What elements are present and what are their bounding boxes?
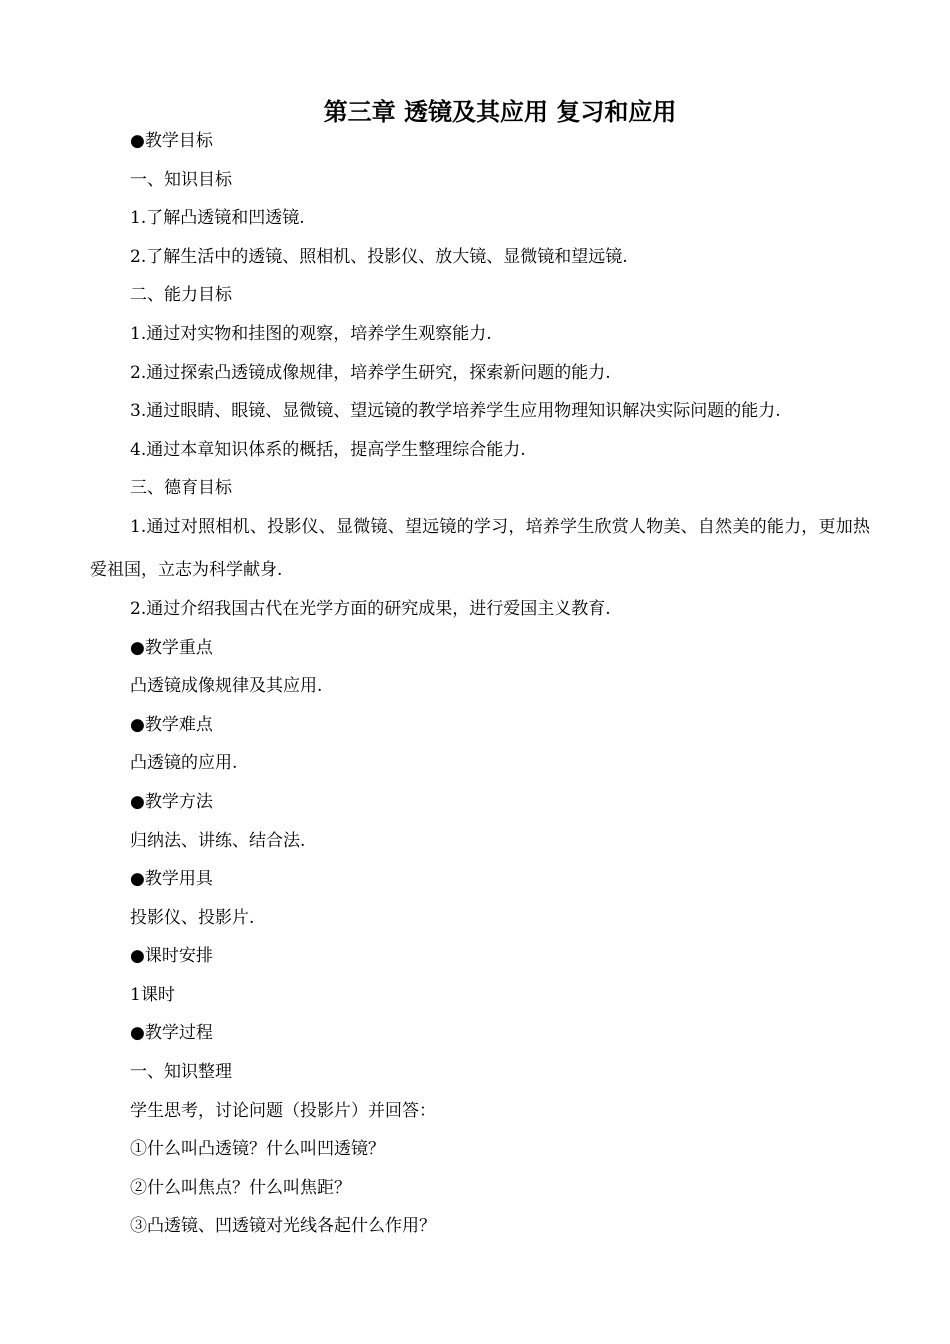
document-title: 第三章 透镜及其应用 复习和应用 <box>323 97 677 126</box>
section-heading-teaching-goals: ●教学目标 <box>130 131 213 151</box>
section-heading-difficulties: ●教学难点 <box>130 714 213 735</box>
section-heading-process: ●教学过程 <box>130 1023 213 1044</box>
paragraph: 凸透镜的应用. <box>130 753 238 774</box>
subheading-knowledge-review: 一、知识整理 <box>130 1062 232 1083</box>
paragraph: 凸透镜成像规律及其应用. <box>130 676 323 697</box>
section-heading-methods: ●教学方法 <box>130 791 213 812</box>
paragraph: 1.通过对照相机、投影仪、显微镜、望远镜的学习，培养学生欣赏人物美、自然美的能力，更加热爱祖国，立志为科学献身. <box>90 516 870 580</box>
subheading-ability-goals: 二、能力目标 <box>130 285 232 306</box>
subheading-knowledge-goals: 一、知识目标 <box>130 169 232 190</box>
paragraph: 4.通过本章知识体系的概括，提高学生整理综合能力. <box>130 439 526 460</box>
section-heading-schedule: ●课时安排 <box>130 946 213 967</box>
subheading-moral-goals: 三、德育目标 <box>130 478 232 499</box>
paragraph: 学生思考，讨论问题（投影片）并回答： <box>130 1100 436 1121</box>
paragraph: 2.了解生活中的透镜、照相机、投影仪、放大镜、显微镜和望远镜. <box>130 246 628 267</box>
section-heading-tools: ●教学用具 <box>130 869 213 890</box>
paragraph: 1.了解凸透镜和凹透镜. <box>130 208 305 229</box>
paragraph: 1课时 <box>130 984 175 1005</box>
question-item: ③凸透镜、凹透镜对光线各起什么作用？ <box>130 1216 436 1237</box>
paragraph: 2.通过探索凸透镜成像规律，培养学生研究，探索新问题的能力. <box>130 362 611 383</box>
paragraph: 3.通过眼睛、眼镜、显微镜、望远镜的教学培养学生应用物理知识解决实际问题的能力. <box>130 401 781 422</box>
paragraph: 投影仪、投影片. <box>130 907 255 928</box>
paragraph: 归纳法、讲练、结合法. <box>130 830 306 851</box>
document-body <box>90 122 870 1246</box>
section-heading-key-points: ●教学重点 <box>130 637 213 658</box>
paragraph: 1.通过对实物和挂图的观察，培养学生观察能力. <box>130 323 492 344</box>
question-item: ②什么叫焦点？什么叫焦距？ <box>130 1177 351 1198</box>
question-item: ①什么叫凸透镜？什么叫凹透镜？ <box>130 1139 385 1160</box>
paragraph: 2.通过介绍我国古代在光学方面的研究成果，进行爱国主义教育. <box>130 598 611 619</box>
